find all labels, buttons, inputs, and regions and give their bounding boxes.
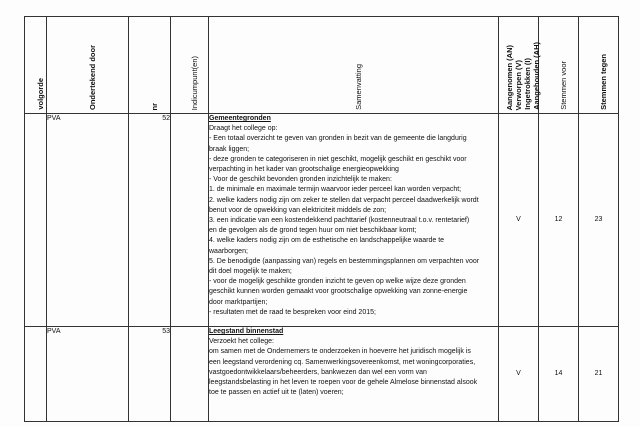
header-volgorde: volgorde <box>25 17 47 114</box>
cell-samenvatting <box>209 327 499 422</box>
summary-line: toe te passen en actief uit te (laten) voeren; <box>209 389 344 397</box>
cell-nr: 52 <box>129 114 171 327</box>
summary-line: 2. welke kaders nodig zijn om zeker te stellen dat verpacht perceel daadwerkelijk wordt <box>209 196 479 204</box>
summary-line: - Een totaal overzicht te geven van gronden in bezit van de gemeente die langdurig <box>209 135 467 143</box>
cell-nr: 53 <box>129 327 171 422</box>
summary-line: braak liggen; <box>209 145 250 153</box>
summary-line: - Voor de geschikt bevonden gronden inzichtelijk te maken: <box>209 176 392 184</box>
cell-indienpunt <box>171 327 209 422</box>
summary-line: - deze gronden te categoriseren in niet geschikt, mogelijk geschikt en geschikt voor <box>209 155 467 163</box>
header-ondertekend: Ondertekend door <box>47 17 129 114</box>
header-samenvatting: Samenvatting <box>209 17 499 114</box>
summary-line: een leegstand verordening cq. Samenwerkingsovereenkomst, met woningcorporaties, <box>209 358 476 366</box>
cell-indienpunt <box>171 114 209 327</box>
motion-title: Leegstand binnenstad <box>209 328 284 335</box>
summary-line: 3. een indicatie van een kostendekkend pachttarief (kostenneutraal t.o.v. rentetarief) <box>209 217 470 225</box>
table-row <box>25 114 619 327</box>
cell-ondertekend: PVA <box>47 114 129 327</box>
table-row <box>25 327 619 422</box>
summary-line: 5. De benodigde (aanpassing van) regels en bestemmingsplannen om verpachten voor <box>209 257 480 265</box>
cell-volgorde <box>25 327 47 422</box>
summary-line: leegstandsbelasting in het leven te roepen voor de gehele Almelose binnenstad alsook <box>209 379 478 387</box>
header-row <box>25 17 619 114</box>
summary-line: geschikt kunnen worden gemaakt voor grootschalige opwekking van zonne-energie <box>209 288 468 296</box>
cell-stemmen-tegen: 23 <box>579 114 619 327</box>
summary-line: - voor de mogelijk geschikte gronden inzicht te geven op welke wijze deze gronden <box>209 278 466 286</box>
cell-ondertekend: PVA <box>47 327 129 422</box>
header-stemmen-voor: Stemmen voor <box>539 17 579 114</box>
summary-line: om samen met de Ondernemers te onderzoeken in hoeverre het juridisch mogelijk is <box>209 348 471 356</box>
cell-stemmen-voor: 14 <box>539 327 579 422</box>
summary-line: waarborgen; <box>209 247 248 255</box>
cell-uitslag: V <box>499 327 539 422</box>
summary-line: Verzoekt het college: <box>209 338 274 346</box>
summary-line: 4. welke kaders nodig zijn om de esthetische en landschappelijke waarde te <box>209 237 445 245</box>
cell-uitslag: V <box>499 114 539 327</box>
header-indienpunt: Indicumpunt(en) <box>171 17 209 114</box>
summary-line: vastgoedontwikkelaars/beheerders, bankwezen dan wel een vorm van <box>209 368 427 376</box>
summary-line: verpachting in het kader van grootschalige energieopwekking <box>209 166 399 174</box>
summary-line: Draagt het college op: <box>209 125 278 133</box>
summary-line: en de gevolgen als de grond tegen huur om niet beschikbaar komt; <box>209 227 417 235</box>
cell-samenvatting <box>209 114 499 327</box>
cell-volgorde <box>25 114 47 327</box>
cell-stemmen-tegen: 21 <box>579 327 619 422</box>
motion-title: Gemeentegronden <box>209 115 271 122</box>
summary-line: benut voor de opwekking van elektriciteit middels de zon; <box>209 206 387 214</box>
summary-line: door marktpartijen; <box>209 298 268 306</box>
summary-line: - resultaten met de raad te bespreken voor eind 2015; <box>209 308 376 316</box>
cell-stemmen-voor: 12 <box>539 114 579 327</box>
header-nr: nr <box>129 17 171 114</box>
header-stemmen-tegen: Stemmen tegen <box>579 17 619 114</box>
header-uitslag: Aangenomen (AN) Verworpen (V) Ingetrokken (I) Aangehouden (AH) <box>499 17 539 114</box>
motions-table <box>24 16 619 422</box>
summary-line: dit doel mogelijk te maken; <box>209 268 292 276</box>
summary-line: 1. de minimale en maximale termijn waarvoor ieder perceel kan worden verpacht; <box>209 186 462 194</box>
